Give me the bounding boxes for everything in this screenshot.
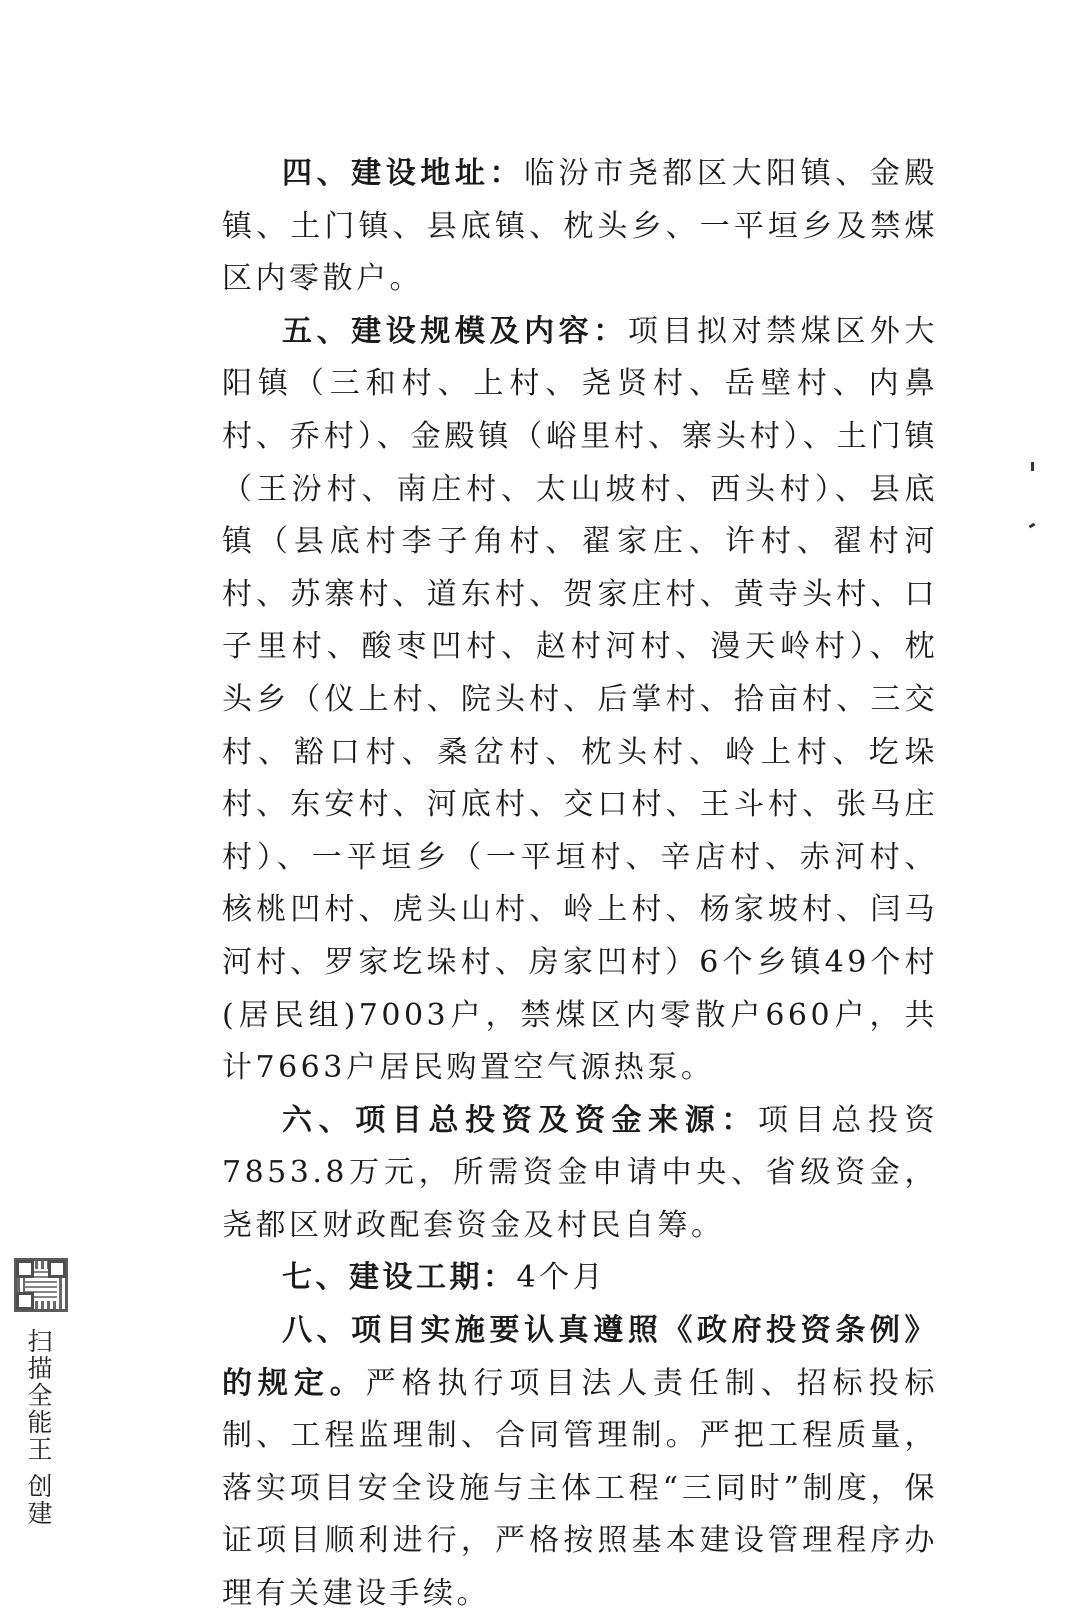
section-5-paragraph xyxy=(222,306,938,1095)
qr-code-icon xyxy=(14,1258,68,1312)
section-6-heading: 六、项目总投资及资金来源： xyxy=(282,1102,759,1138)
scanner-watermark xyxy=(14,1258,78,1527)
section-4-paragraph xyxy=(222,148,938,306)
section-4-heading: 四、建设地址： xyxy=(282,156,525,191)
section-4-text: 临汾市尧都区大阳镇、金殿镇、土门镇、县底镇、枕头乡、一平垣乡及禁煤区内零散户。 xyxy=(222,156,939,297)
section-8-text: 严格执行项目法人责任制、招标投标制、工程监理制、合同管理制。严把工程质量，落实项目安全设施与主体工程“三同时”制度，保证项目顺利进行，严格按照基本建设管理程序办理有关建设手续。 xyxy=(222,1365,939,1612)
section-5-heading: 五、建设规模及内容： xyxy=(282,313,628,349)
section-6-paragraph xyxy=(222,1095,938,1253)
section-7-heading: 七、建设工期： xyxy=(282,1260,517,1296)
scan-speck xyxy=(1029,523,1036,529)
section-7-text: 4个月 xyxy=(516,1260,607,1296)
section-7-paragraph xyxy=(222,1252,938,1305)
section-6-text: 项目总投资7853.8万元，所需资金申请中央、省级资金，尧都区财政配套资金及村民自筹。 xyxy=(222,1102,939,1243)
section-5-text: 项目拟对禁煤区外大阳镇（三和村、上村、尧贤村、岳壁村、内鼻村、乔村）、金殿镇（峪里村、寨头村）、土门镇（王汾村、南庄村、太山坡村、西头村）、县底镇（县底村李子角村、翟家庄、许村、翟村河村、苏寨村、道东村、贺家庄村、黄寺头村、口子里村、酸枣凹村、赵村河村、漫天岭村）、枕头乡（仪上村、院头村、后掌村、拾亩村、三交村、豁口村、桑岔村、枕头村、岭上村、圪垛村、东安村、河底村、交口村、王斗村、张马庄村）、一平垣乡（一平垣村、辛店村、赤河村、核桃凹村、虎头山村、岭上村、杨家坡村、闫马河村、罗家圪垛村、房家凹村）6个乡镇49个村(居民组)7003户，禁煤区内零散户660户，共计7663户居民购置空气源热泵。 xyxy=(222,313,939,1086)
scan-speck xyxy=(1031,462,1034,471)
watermark-text: 扫描全能王 创建 xyxy=(24,1328,53,1527)
document-body xyxy=(222,148,938,1621)
section-8-paragraph xyxy=(222,1305,938,1621)
section-8-heading: 八、项目实施要认真遵照《政府投资条例》的规定。 xyxy=(222,1313,938,1401)
